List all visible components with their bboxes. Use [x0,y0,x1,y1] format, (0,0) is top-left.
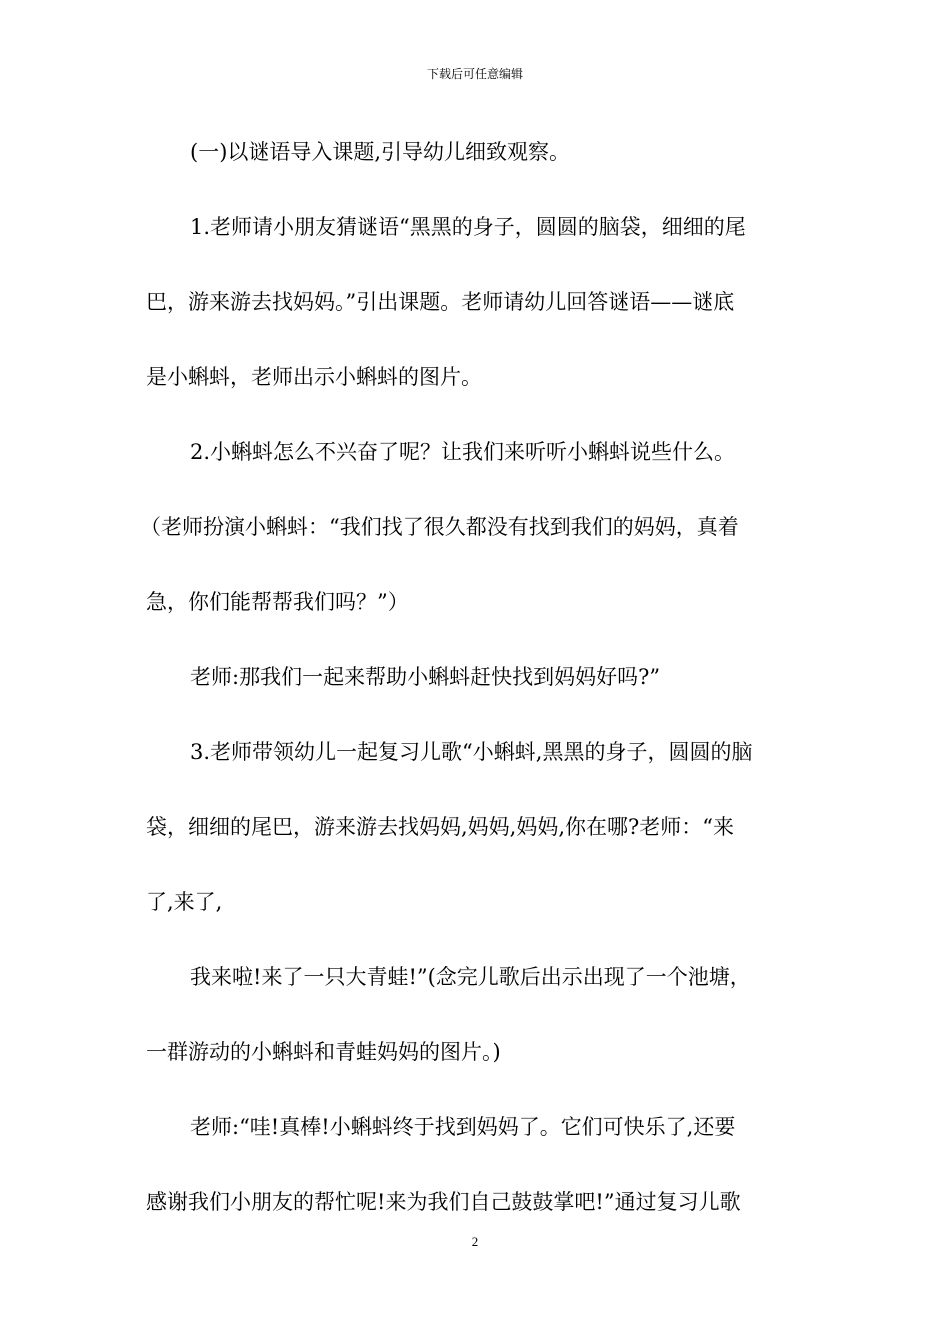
page-number: 2 [471,1234,479,1249]
text-line: 袋，细细的尾巴，游来游去找妈妈,妈妈,妈妈,你在哪?老师：“来 [146,815,735,839]
text-line: 了,来了, [146,890,223,914]
text-line: （老师扮演小蝌蚪：“我们找了很久都没有找到我们的妈妈，真着 [140,515,739,539]
text-line: 老师:那我们一起来帮助小蝌蚪赶快找到妈妈好吗?” [190,665,661,689]
text-line: 我来啦!来了一只大青蛙!”(念完儿歌后出示出现了一个池塘， [190,965,751,989]
text-line: 是小蝌蚪，老师出示小蝌蚪的图片。 [146,365,482,389]
text-line: 一群游动的小蝌蚪和青蛙妈妈的图片。) [146,1040,501,1064]
text-line: 急，你们能帮帮我们吗？”） [146,590,409,614]
text-line: 巴，游来游去找妈妈。”引出课题。老师请幼儿回答谜语——谜底 [146,290,735,314]
text-line: 1.老师请小朋友猜谜语“黑黑的身子，圆圆的脑袋，细细的尾 [190,215,746,239]
text-line: 3.老师带领幼儿一起复习儿歌“小蝌蚪,黑黑的身子，圆圆的脑 [190,740,753,764]
text-line: 老师:“哇!真棒!小蝌蚪终于找到妈妈了。它们可快乐了,还要 [190,1115,736,1139]
text-line: 2.小蝌蚪怎么不兴奋了呢？让我们来听听小蝌蚪说些什么。 [190,440,736,464]
text-line: (一)以谜语导入课题,引导幼儿细致观察。 [190,140,571,164]
page-header: 下载后可任意编辑 [426,67,523,81]
text-line: 感谢我们小朋友的帮忙呢!来为我们自己鼓鼓掌吧!”通过复习儿歌 [146,1190,741,1214]
